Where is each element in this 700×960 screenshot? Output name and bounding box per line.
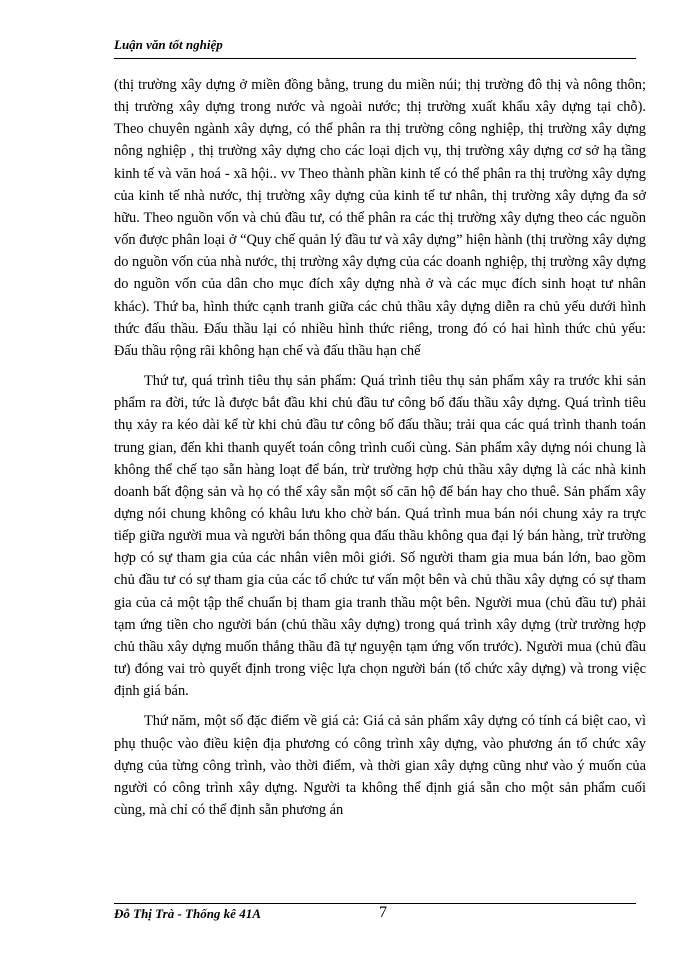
page-number: 7	[379, 904, 387, 921]
page-header	[114, 36, 636, 59]
paragraph-3: Thứ năm, một số đặc điểm về giá cả: Giá cả sản phẩm xây dựng có tính cá biệt cao, vì phụ thuộc vào điều kiện địa phương có công trình xây dựng, vào phương án tổ chức xây dựng của từng công trình, vào thời điểm, và thời gian xây dựng cũng như vào ý muốn của người có công trình xây dựng. Người ta không thể định giá sẵn cho một sản phẩm cuối cùng, mà chỉ có thể định sẵn phương án	[114, 713, 646, 818]
body-text	[114, 74, 646, 829]
footer-author: Đỗ Thị Trà - Thống kê 41A	[114, 906, 261, 921]
paragraph-1: (thị trường xây dựng ở miền đồng bằng, trung du miền núi; thị trường đô thị và nông thôn; thị trường xây dựng trong nước và ngoài nước; thị trường xuất khẩu xây dựng tại chỗ). Theo chuyên ngành xây dựng, có thể phân ra thị trường công nghiệp, thị trường xây dựng nông nghiệp , thị trường xây dựng cho các loại dịch vụ, thị trường xây dựng cơ sở hạ tầng kinh tế và văn hoá - xã hội.. vv Theo thành phần kinh tế có thể phân ra thị trường xây dựng của kinh tế nhà nước, thị trường xây dựng của kinh tế tư nhân, thị trường xây dựng đa sở hữu. Theo nguồn vốn và chủ đầu tư, có thể phân ra các thị trường xây dựng theo các nguồn vốn được phân loại ở “Quy chế quản lý đầu tư và xây dựng” hiện hành (thị trường xây dựng do nguồn vốn của nhà nước, thị trường xây dựng của các doanh nghiệp, thị trường xây dựng do nguồn vốn của dân cho mục đích xây dựng nhà ở và các mục đích sinh hoạt tư nhân khác). Thứ ba, hình thức cạnh tranh giữa các chủ thầu xây dựng diễn ra chủ yếu dưới hình thức đấu thầu. Đấu thầu lại có nhiều hình thức riêng, trong đó có hai hình thức chủ yếu: Đấu thầu rộng rãi không hạn chế và đấu thầu hạn chế	[114, 77, 646, 359]
header-title: Luận văn tốt nghiệp	[114, 37, 223, 52]
paragraph-2: Thứ tư, quá trình tiêu thụ sản phẩm: Quá trình tiêu thụ sản phẩm xây ra trước khi sản phẩm ra đời, tức là được bắt đầu khi chủ đầu tư công bố đấu thầu xây dựng. Quá trình tiêu thụ xảy ra kéo dài kể từ khi chủ đầu tư công bố đấu thầu; trải qua các quá trình thanh toán trung gian, đến khi thanh quyết toán công trình cuối cùng. Sản phẩm xây dựng nói chung là không thể chế tạo sẵn hàng loạt để bán, trừ trường hợp chủ thầu xây dựng là các nhà kinh doanh bất động sản và họ có thể xây sẵn một số căn hộ để bán hay cho thuê. Sản phẩm xây dựng nói chung không có khâu lưu kho chờ bán. Quá trình mua bán nói chung xảy ra trực tiếp giữa người mua và người bán thông qua đấu thầu không qua đại lý bán hàng, trừ trường hợp có sự tham gia của các nhân viên môi giới. Số người tham gia mua bán lớn, bao gồm chủ đầu tư có sự tham gia của các tổ chức tư vấn một bên và chủ thầu xây dựng có sự tham gia của cả một tập thể chuẩn bị tham gia tranh thầu một bên. Người mua (chủ đầu tư) phải tạm ứng tiền cho người bán (chủ thầu xây dựng) trong quá trình xây dựng (trừ trường hợp chủ thầu xây dựng muốn thắng thầu đã tự nguyện tạm ứng vốn trước). Người mua (chủ đầu tư) đóng vai trò quyết định trong việc lựa chọn người bán (tổ chức xây dựng) và trong việc định giá bán.	[114, 373, 646, 700]
page-footer	[114, 903, 636, 930]
